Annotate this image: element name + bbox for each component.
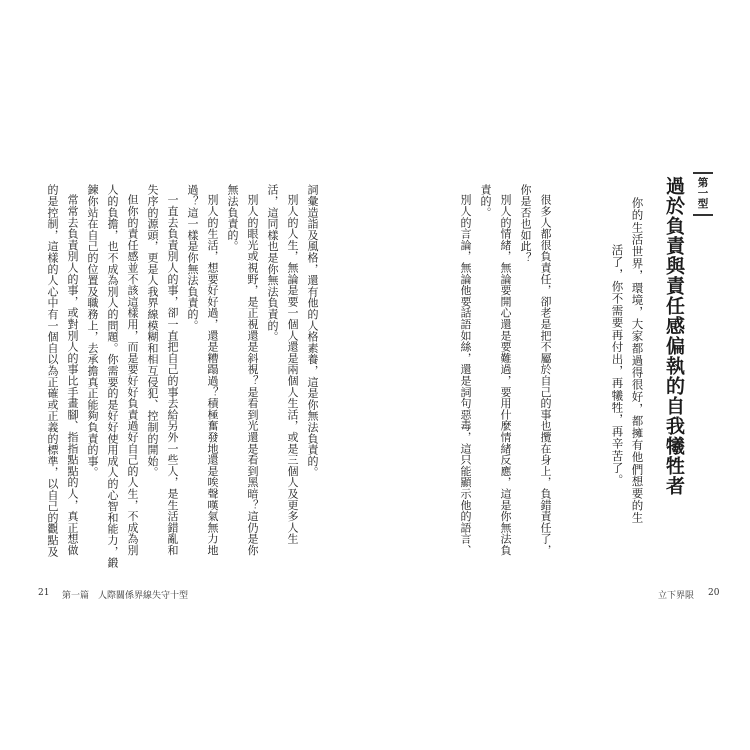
left-body-line-1: 詞彙造詣及風格，還有他的人格素養，這是你無法負責的。: [306, 184, 319, 478]
left-running-head: 第一篇 人際關係界線失守十型: [62, 591, 189, 601]
section-title: 過於負責與責任感偏執的自我犧牲者: [663, 176, 685, 496]
left-body-line-6: 別人的生活，想要好好過，還是糟蹋過？積極奮發地還是唉聲嘆氣無力地: [206, 194, 219, 556]
right-running-head: 立下界限: [658, 591, 695, 601]
left-body-line-3: 活，這同樣也是你無法負責的。: [266, 184, 279, 343]
right-body-line-1: 很多人都很負責任，卻老是把不屬於自己的事也攬在身上，負錯責任了，: [539, 194, 552, 556]
left-body-line-12: 鍊你站在自己的位置及職務上，去承擔真正能夠負責的事。: [86, 184, 99, 478]
right-page-number: 20: [708, 588, 720, 598]
left-body-line-8: 一直去負責別人的事，卻一直把自己的事去給另外一些人，是生活錯亂和: [166, 194, 179, 556]
right-body-line-4: 責的。: [479, 184, 492, 218]
left-body-line-14: 的是控制，這樣的人心中有一個自以為正確或正義的標準，以自己的觀點及: [46, 184, 59, 557]
subtitle-line-2: 活了，你不需要再付出，再犧牲，再辛苦了。: [610, 244, 625, 486]
left-body-line-10: 但你的責任感並不該這樣用，而是要好好負責過好自己的人生，不成為別: [126, 194, 139, 556]
subtitle-line-1: 你的生活世界，環境，大家都過得很好，都擁有他們想要的生: [630, 197, 645, 524]
left-body-line-2: 別人的人生，無論是要一個人還是兩個人生活，或是三個人及更多人生: [286, 194, 299, 545]
left-body-line-11: 人的負擔，也不成為別人的問題。你需要的是好好使用成人的心智和能力，鍛: [106, 184, 119, 569]
left-body-line-5: 無法負責的。: [226, 184, 239, 252]
right-body-line-5: 別人的言論，無論他要話語如絲，還是詞句惡毒，這只能顯示他的語言、: [459, 194, 472, 556]
left-page-number: 21: [38, 588, 50, 598]
left-body-line-4: 別人的眼光或視野，是正視還是斜視？是看到光還是看到黑暗？這仍是你: [246, 194, 259, 556]
left-body-line-13: 常常去負責別人的事，或對別人的事比手畫腳、指指點點的人，真正想做: [66, 194, 79, 556]
left-body-line-9: 失序的源頭，更是人我界線模糊和相互侵犯、控制的開始。: [146, 184, 159, 478]
chapter-label: 第一型: [696, 177, 709, 209]
left-body-line-7: 過？這一樣是你無法負責的。: [186, 184, 199, 331]
right-body-line-2: 你是否也如此？: [519, 184, 532, 264]
right-body-line-3: 別人的情緒，無論要開心還是要難過，要用什麼情緒反應，這是你無法負: [499, 194, 512, 556]
